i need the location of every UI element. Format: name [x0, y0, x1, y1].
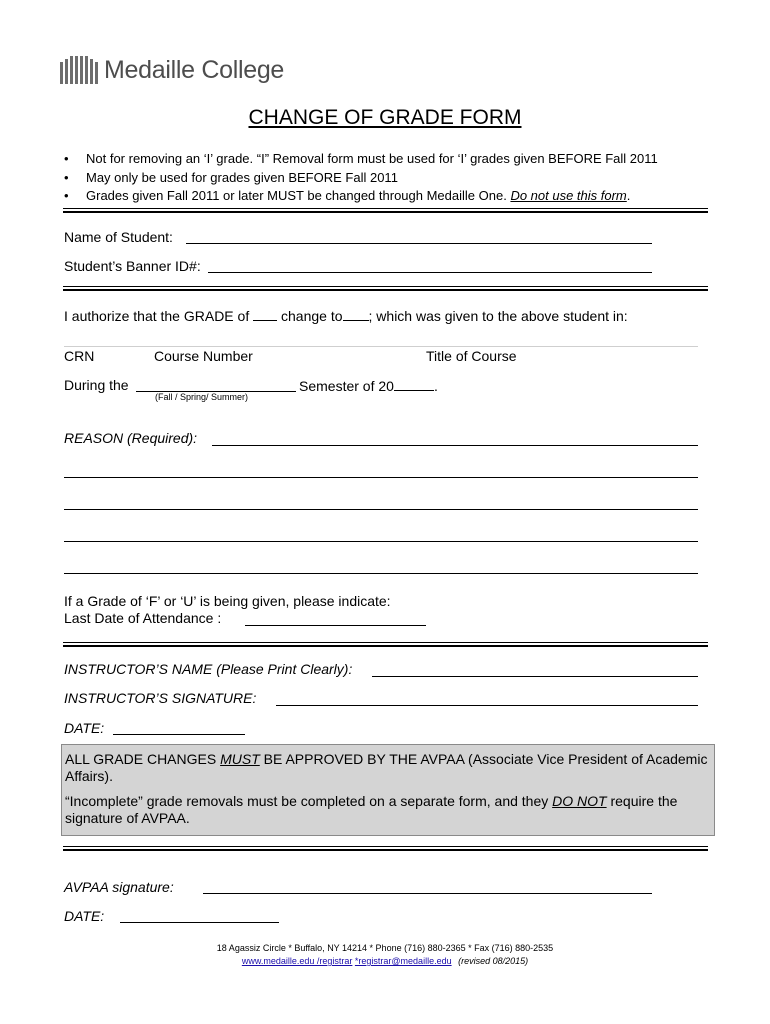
instructions-list [64, 150, 658, 206]
old-grade-field[interactable] [253, 307, 277, 321]
during-label: During the [64, 377, 129, 393]
student-name-field[interactable] [186, 243, 652, 244]
faint-divider [64, 346, 698, 347]
instruction-item: • Not for removing an ‘I’ grade. “I” Removal form must be used for ‘I’ grades given BEFORE Fall 2011 [64, 150, 658, 169]
do-not-use-emphasis: Do not use this form [510, 188, 627, 203]
crn-label: CRN [64, 348, 95, 364]
college-logo [60, 54, 284, 86]
reason-label: REASON (Required): [64, 430, 198, 446]
instructor-date-label: DATE: [64, 720, 105, 736]
email-link[interactable]: *registrar@medaille.edu [354, 956, 452, 966]
authorize-line: I authorize that the GRADE of change to ; which was given to the above student in: [64, 308, 628, 324]
reason-line[interactable] [64, 541, 698, 542]
last-date-field[interactable] [245, 625, 426, 626]
instruction-item: • May only be used for grades given BEFORE Fall 2011 [64, 169, 658, 188]
section-divider [63, 846, 708, 851]
revised-date: (revised 08/2015) [458, 956, 529, 966]
approval-notice-box [61, 744, 715, 836]
semester-label: Semester of 20 . [299, 378, 438, 394]
footer-links [0, 956, 770, 966]
instruction-item: • Grades given Fall 2011 or later MUST be changed through Medaille One. Do not use this form. [64, 187, 658, 206]
year-field[interactable] [394, 377, 434, 391]
section-divider [63, 208, 708, 213]
instructor-date-field[interactable] [113, 734, 245, 735]
course-number-label: Course Number [154, 348, 253, 364]
reason-line[interactable] [64, 509, 698, 510]
banner-id-field[interactable] [208, 272, 652, 273]
medaille-building-logo-icon [60, 56, 98, 84]
footer-address: 18 Agassiz Circle * Buffalo, NY 14214 * Phone (716) 880-2365 * Fax (716) 880-2535 [216, 943, 554, 953]
attendance-question: If a Grade of ‘F’ or ‘U’ is being given, please indicate: [64, 593, 391, 609]
section-divider [63, 642, 708, 647]
avpaa-signature-field[interactable] [203, 893, 652, 894]
reason-field[interactable] [212, 445, 698, 446]
avpaa-signature-label: AVPAA signature: [64, 879, 174, 895]
instructor-signature-field[interactable] [276, 705, 698, 706]
instructor-name-label: INSTRUCTOR’S NAME (Please Print Clearly): [64, 661, 353, 677]
new-grade-field[interactable] [343, 307, 369, 321]
incomplete-notice: “Incomplete” grade removals must be completed on a separate form, and they DO NOT require the signature of AVPAA. [65, 793, 678, 826]
course-title-label: Title of Course [426, 348, 517, 364]
approval-notice: ALL GRADE CHANGES MUST BE APPROVED BY THE AVPAA (Associate Vice President of Academic Affairs). [65, 751, 708, 784]
student-name-label: Name of Student: [64, 229, 173, 245]
avpaa-date-label: DATE: [64, 908, 105, 924]
section-divider [63, 286, 708, 291]
instructor-signature-label: INSTRUCTOR’S SIGNATURE: [64, 690, 257, 706]
instructor-name-field[interactable] [372, 676, 698, 677]
term-options-hint: (Fall / Spring/ Summer) [155, 392, 249, 402]
logo-text: Medaille College [104, 55, 285, 84]
avpaa-date-field[interactable] [120, 922, 279, 923]
banner-id-label: Student’s Banner ID#: [64, 258, 201, 274]
reason-line[interactable] [64, 477, 698, 478]
form-title: CHANGE OF GRADE FORM [248, 106, 522, 129]
reason-line[interactable] [64, 573, 698, 574]
website-link[interactable]: www.medaille.edu /registrar [241, 956, 353, 966]
last-date-label: Last Date of Attendance : [64, 610, 222, 626]
